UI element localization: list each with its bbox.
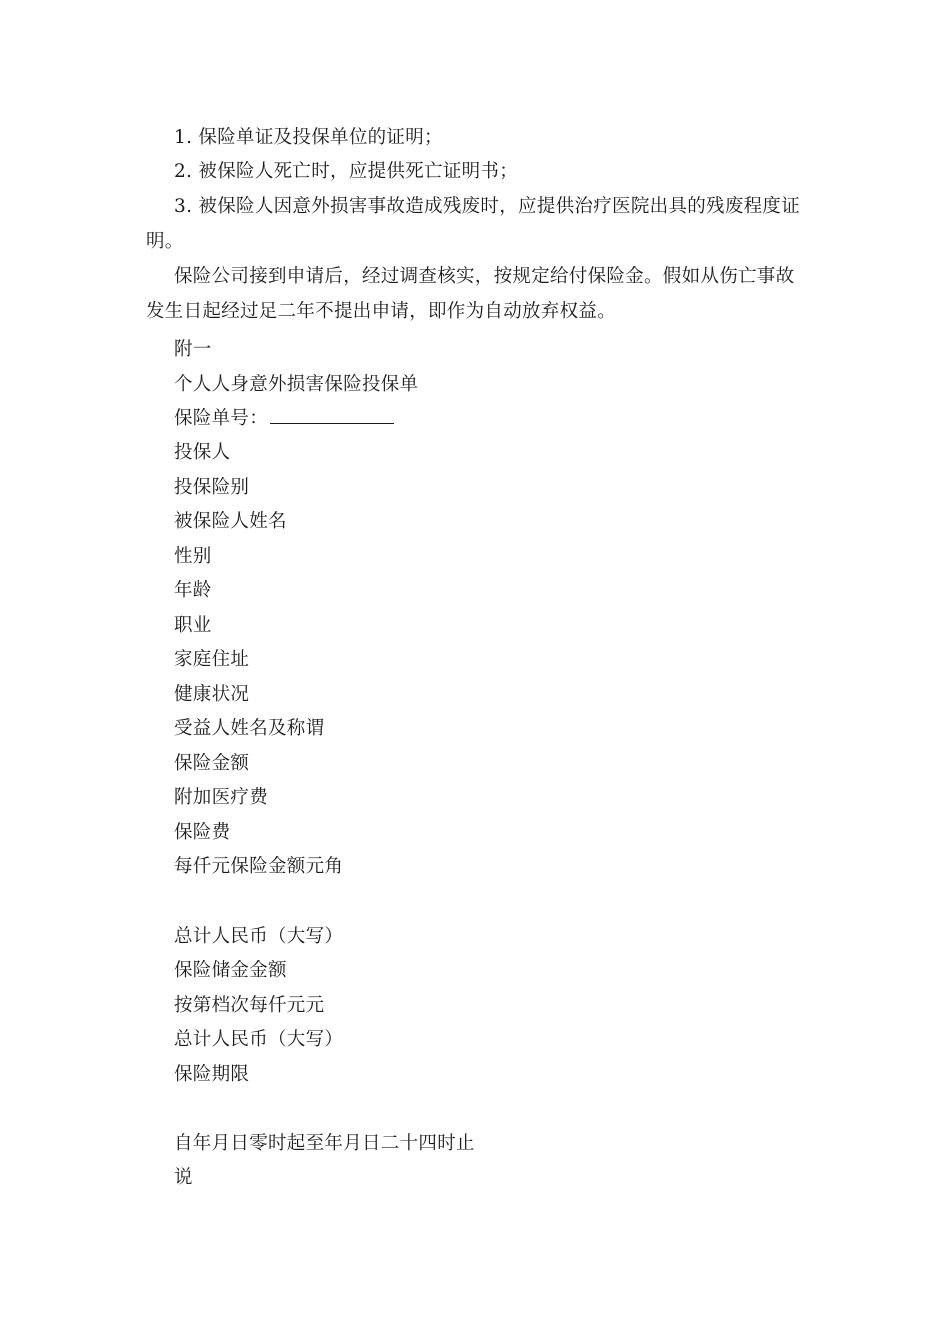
- field-applicant: 投保人: [174, 442, 231, 463]
- field-insurance-type: 投保险别: [174, 477, 250, 498]
- field-notes: 说: [174, 1167, 193, 1188]
- field-savings-amount: 保险储金金额: [174, 960, 287, 981]
- field-home-address: 家庭住址: [174, 649, 250, 670]
- payment-paragraph-line-2: 发生日起经过足二年不提出申请，即作为自动放弃权益。: [146, 301, 617, 322]
- field-total-rmb-2: 总计人民币（大写）: [174, 1029, 344, 1050]
- claims-item-3: 3. 被保险人因意外损害事故造成残废时，应提供治疗医院出具的残废程度证: [174, 196, 801, 217]
- field-occupation: 职业: [174, 615, 212, 636]
- form-title: 个人人身意外损害保险投保单: [174, 374, 419, 395]
- field-health-status: 健康状况: [174, 684, 250, 705]
- field-tier-per-thousand: 按第档次每仟元元: [174, 995, 325, 1016]
- field-insured-amount: 保险金额: [174, 753, 250, 774]
- field-gender: 性别: [174, 546, 212, 567]
- claims-item-2: 2. 被保险人死亡时，应提供死亡证明书；: [174, 161, 519, 182]
- appendix-label: 附一: [174, 339, 212, 360]
- claims-item-1: 1. 保险单证及投保单位的证明；: [174, 127, 443, 148]
- field-rate-per-thousand: 每仟元保险金额元角: [174, 856, 344, 877]
- field-age: 年龄: [174, 580, 212, 601]
- policy-number-blank: [270, 407, 394, 424]
- field-insurance-period: 保险期限: [174, 1064, 250, 1085]
- field-premium: 保险费: [174, 822, 231, 843]
- payment-paragraph-line-1: 保险公司接到申请后，经过调查核实，按规定给付保险金。假如从伤亡事故: [174, 266, 795, 287]
- claims-item-3-continuation: 明。: [146, 231, 184, 252]
- field-insured-name: 被保险人姓名: [174, 511, 287, 532]
- field-total-rmb-1: 总计人民币（大写）: [174, 926, 344, 947]
- policy-number-label: 保险单号：: [174, 408, 269, 429]
- field-period-range: 自年月日零时起至年月日二十四时止: [174, 1133, 475, 1154]
- policy-number-row: [174, 407, 394, 431]
- field-beneficiary: 受益人姓名及称谓: [174, 718, 325, 739]
- field-medical-expense: 附加医疗费: [174, 787, 269, 808]
